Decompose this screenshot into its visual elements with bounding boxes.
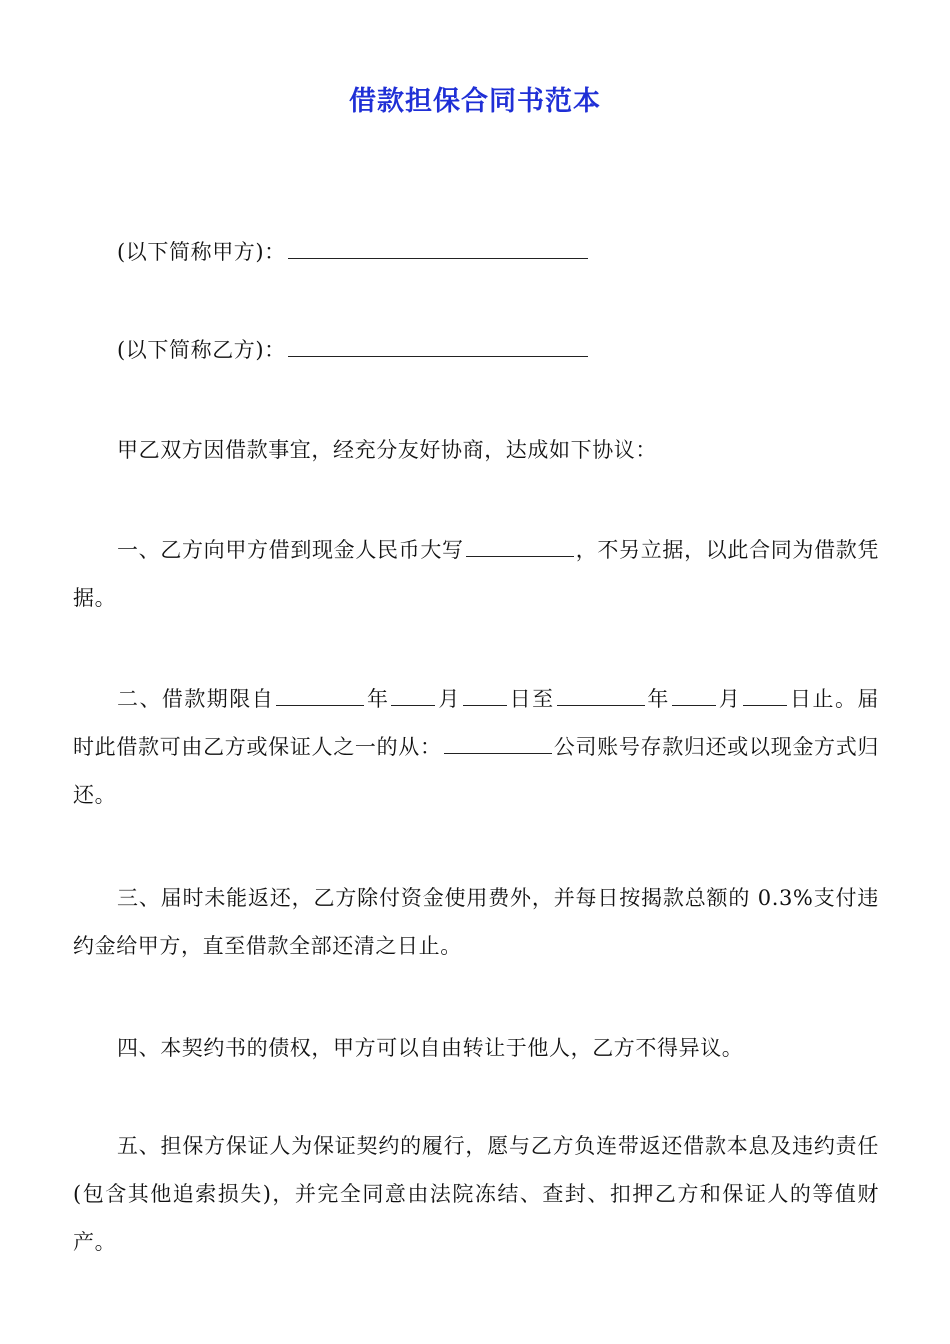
company-blank <box>444 731 552 754</box>
party-b-blank <box>288 334 588 357</box>
party-a-blank <box>288 236 588 259</box>
clause-2-start: 二、借款期限自 <box>117 687 275 711</box>
clause-1-after: ，不另立据，以此合同为借款凭据。 <box>73 538 879 610</box>
end-month-label: 月 <box>717 687 742 711</box>
start-day-label: 日至 <box>508 687 555 711</box>
clause-2-paragraph <box>73 675 879 819</box>
start-day-blank <box>463 683 507 706</box>
intro-paragraph: 甲乙双方因借款事宜，经充分友好协商，达成如下协议： <box>117 438 657 462</box>
clause-4-paragraph: 四、本契约书的债权，甲方可以自由转让于他人，乙方不得异议。 <box>117 1036 744 1060</box>
end-year-label: 年 <box>646 687 670 711</box>
party-b-label: (以下简称乙方)： <box>117 338 286 362</box>
party-b-line <box>73 326 879 374</box>
clause-1-paragraph <box>73 526 879 622</box>
end-day-label: 日止。届时此借款可由乙方或保证人之一的从： <box>73 687 879 759</box>
start-year-blank <box>276 683 364 706</box>
clause-1-before: 一、乙方向甲方借到现金人民币大写 <box>117 538 464 562</box>
clause-5-paragraph: 五、担保方保证人为保证契约的履行，愿与乙方负连带返还借款本息及违约责任(包含其他追索损失)，并完全同意由法院冻结、查封、扣押乙方和保证人的等值财产。 <box>73 1134 879 1254</box>
end-year-blank <box>557 683 645 706</box>
clause-2-after: 公司账号存款归还或以现金方式归还。 <box>73 735 879 807</box>
party-a-line <box>73 228 879 276</box>
document-title: 借款担保合同书范本 <box>349 86 601 117</box>
party-a-label: (以下简称甲方)： <box>117 240 286 264</box>
start-month-blank <box>391 683 435 706</box>
clause-3-paragraph: 三、届时未能返还，乙方除付资金使用费外，并每日按揭款总额的 0.3%支付违约金给甲方，直至借款全部还清之日止。 <box>73 886 879 958</box>
amount-blank <box>466 534 574 557</box>
start-month-label: 月 <box>437 687 461 711</box>
end-day-blank <box>743 683 787 706</box>
end-month-blank <box>672 683 716 706</box>
start-year-label: 年 <box>366 687 390 711</box>
